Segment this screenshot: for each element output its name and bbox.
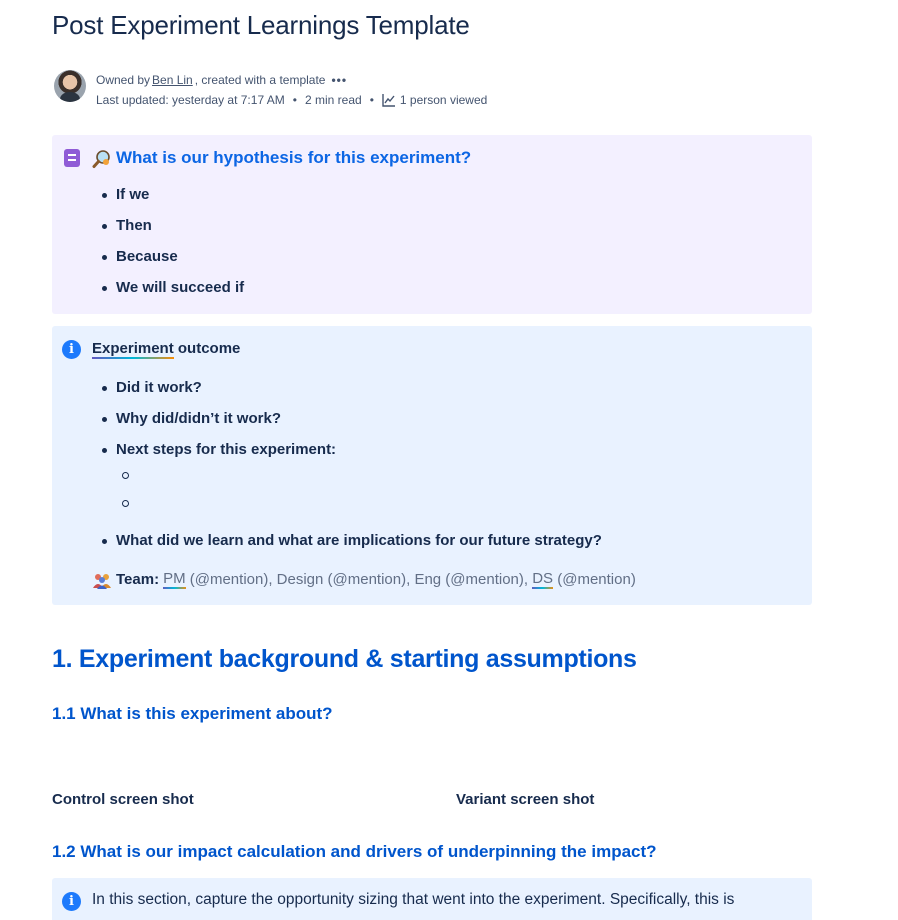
mention-ds[interactable]: DS <box>532 570 554 587</box>
list-item: Then <box>116 216 244 247</box>
empty-sub-list <box>122 472 129 528</box>
outcome-heading <box>92 340 240 357</box>
more-actions-button[interactable]: ••• <box>331 73 348 87</box>
info-panel-text: In this section, capture the opportunity sizing that went into the experiment. Specifically, this is <box>92 891 735 908</box>
byline <box>54 70 487 110</box>
separator: • <box>292 93 297 107</box>
views-count[interactable]: 1 person viewed <box>399 93 488 107</box>
owned-by-suffix: , created with a template <box>194 73 326 87</box>
owned-by-prefix: Owned by <box>96 73 151 87</box>
mention-pm[interactable]: PM <box>163 570 186 587</box>
list-item: Next steps for this experiment: <box>116 440 336 471</box>
page-title: Post Experiment Learnings Template <box>52 10 470 40</box>
sub-list-item[interactable] <box>122 472 129 479</box>
info-panel <box>52 878 812 920</box>
hypothesis-panel <box>52 135 812 314</box>
info-icon: i <box>62 340 81 359</box>
read-time: 2 min read <box>305 93 362 107</box>
variant-screenshot-label: Variant screen shot <box>456 791 595 808</box>
team-mentions-text-end: (@mention) <box>553 571 636 588</box>
list-item: Because <box>116 247 244 278</box>
avatar[interactable] <box>54 70 86 102</box>
outcome-heading-underlined: Experiment <box>92 340 174 357</box>
list-item: If we <box>116 185 244 216</box>
team-line <box>92 570 636 589</box>
last-updated: Last updated: yesterday at 7:17 AM <box>96 93 285 107</box>
section-heading: 1. Experiment background & starting assumptions <box>52 645 637 673</box>
team-label: Team: <box>116 571 160 588</box>
sub-list-item[interactable] <box>122 500 129 507</box>
separator: • <box>369 93 374 107</box>
list-item: Why did/didn’t it work? <box>116 409 336 440</box>
list-item: What did we learn and what are implications for our future strategy? <box>116 531 602 562</box>
outcome-list-continued <box>116 531 602 562</box>
team-emoji-icon <box>92 571 112 589</box>
outcome-list <box>116 378 336 471</box>
subsection-heading: 1.1 What is this experiment about? <box>52 704 333 723</box>
hypothesis-list <box>116 185 244 309</box>
subsection-heading: 1.2 What is our impact calculation and drivers of underpinning the impact? <box>52 842 657 861</box>
list-item: We will succeed if <box>116 278 244 309</box>
byline-text <box>96 70 487 110</box>
list-item: Did it work? <box>116 378 336 409</box>
outcome-panel <box>52 326 812 605</box>
owner-link[interactable]: Ben Lin <box>152 73 193 87</box>
magnifier-emoji-icon <box>92 149 112 169</box>
outcome-heading-rest: outcome <box>173 340 241 357</box>
team-mentions-text: (@mention), Design (@mention), Eng (@mention), <box>185 571 533 588</box>
info-icon: i <box>62 892 81 911</box>
note-icon <box>64 149 80 167</box>
control-screenshot-label: Control screen shot <box>52 791 194 808</box>
trend-chart-icon <box>382 93 396 107</box>
hypothesis-heading: What is our hypothesis for this experiment? <box>116 148 472 167</box>
